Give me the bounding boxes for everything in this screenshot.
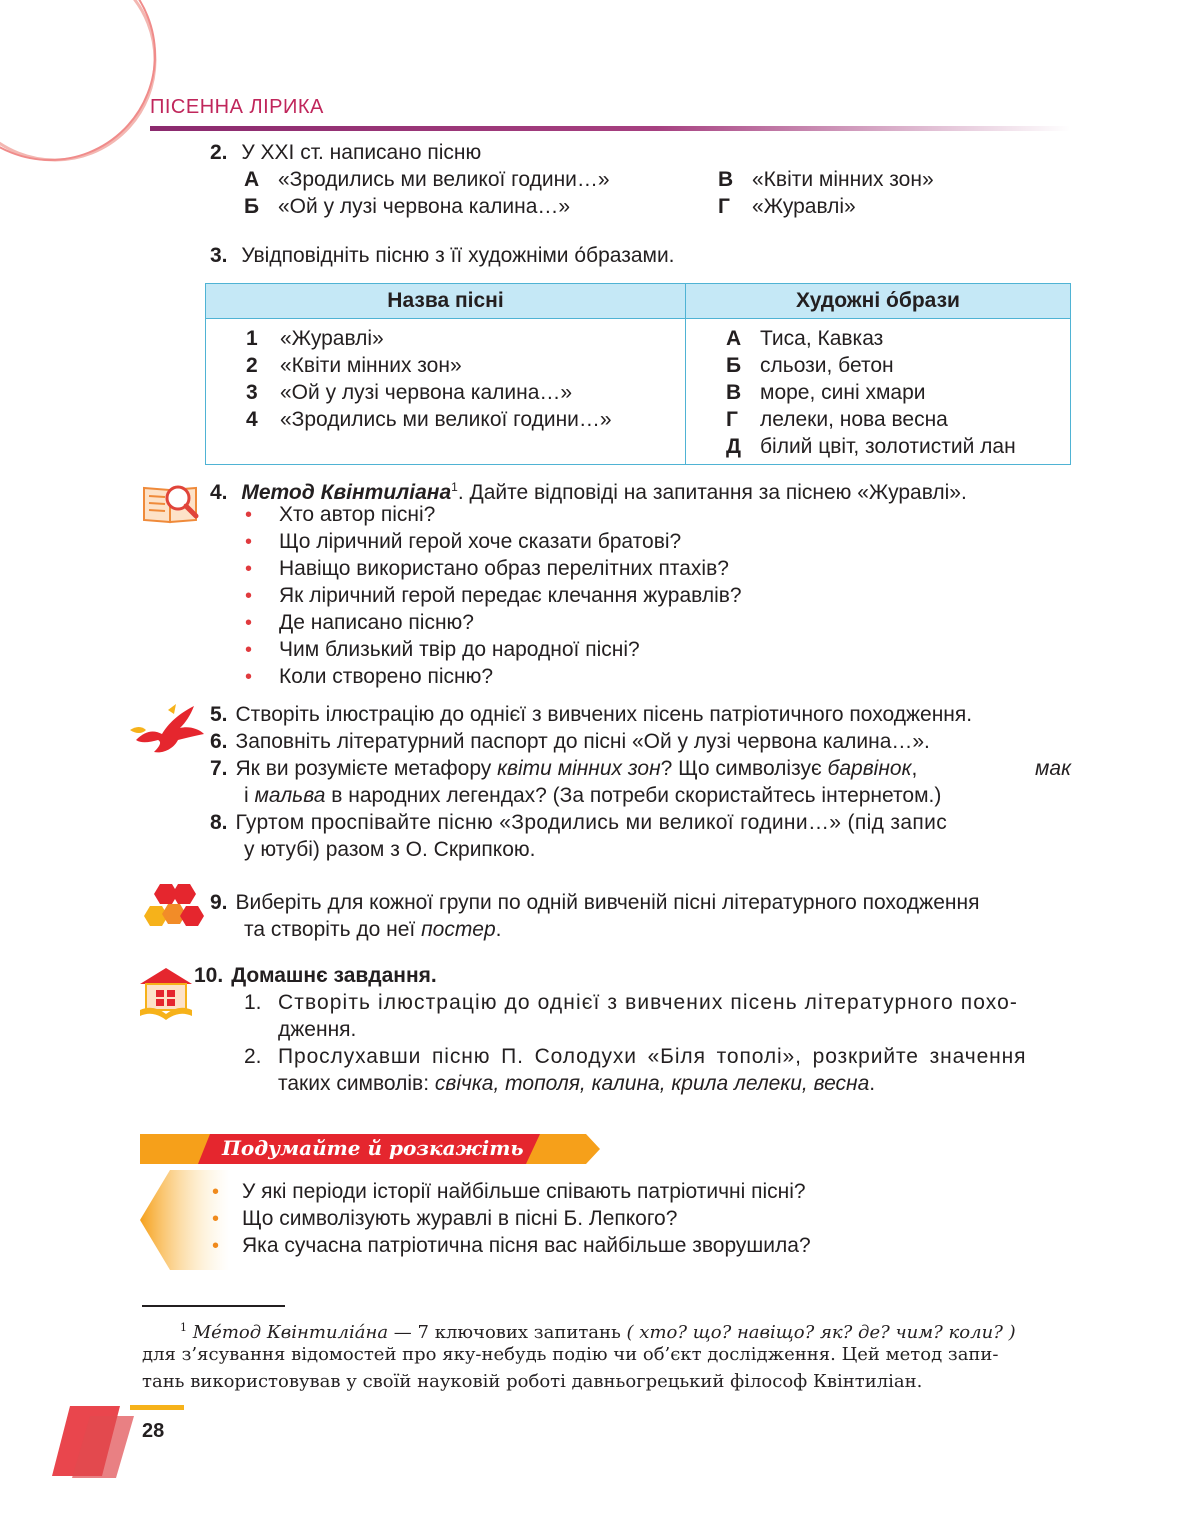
question-5: 5. Створіть ілюстрацію до однієї з вивчених пісень патріотичного походження. <box>210 703 973 726</box>
images-cell <box>686 319 1071 465</box>
homework-item-2-line2: таких символів: свічка, тополя, калина, крила лелеки, весна. <box>278 1072 876 1095</box>
question-number: 2. <box>210 141 228 164</box>
footnote-line1: $^1$ Ме́тод Квінтиліа́на — 7 ключових запитань ( хто? що? навіщо? як? де? чим? коли? ) <box>180 1321 1016 1343</box>
section-title: ПІСЕННА ЛІРИКА <box>150 96 324 118</box>
footnote-divider <box>142 1305 285 1307</box>
question-text: У XXI ст. написано пісню <box>241 141 482 164</box>
question-8-line2: у ютубі) разом з О. Скрипкою. <box>244 838 536 861</box>
songs-cell <box>206 319 686 465</box>
option-v: В «Квіти мінних зон» <box>718 168 934 191</box>
q4-bullet: • Що ліричний герой хоче сказати братові? <box>245 530 682 553</box>
q4-bullet: • Навіщо використано образ перелітних птахів? <box>245 557 729 580</box>
question-8: 8. Гуртом проспівайте пісню «Зродились ми великої години…» (під запис <box>210 811 948 834</box>
option-b: Б «Ой у лузі червона калина…» <box>244 195 571 218</box>
house-book-icon <box>136 964 196 1024</box>
decorative-circles <box>0 0 170 170</box>
method-name: Метод Квінтиліана <box>241 481 452 504</box>
song-row: 4 «Зродились ми великої години…» <box>246 408 612 431</box>
question-10: 10. Домашнє завдання. <box>194 964 437 987</box>
page-number: 28 <box>142 1420 165 1442</box>
footnote-line2: для з’ясування відомостей про яку-небудь подію чи об’єкт дослідження. Цей метод запи- <box>142 1344 999 1365</box>
corner-decoration <box>50 1402 190 1482</box>
pegasus-icon <box>128 700 208 756</box>
question-3: 3. Увідповідніть пісню з її художніми о́бразами. <box>210 244 675 267</box>
song-row: 2 «Квіти мінних зон» <box>246 354 462 377</box>
footnote-ref: 1 <box>451 480 458 494</box>
book-magnifier-icon <box>140 480 202 526</box>
homework-item-2: 2. Прослухавши пісню П. Солодухи «Біля тополі», розкрийте значення <box>244 1045 1027 1068</box>
option-g: Г «Журавлі» <box>718 195 856 218</box>
q4-bullet: • Чим близький твір до народної пісні? <box>245 638 640 661</box>
homework-item-1: 1. Створіть ілюстрацію до однієї з вивчених пісень літературного похо- <box>244 991 1018 1014</box>
image-row: Д білий цвіт, золотистий лан <box>726 435 1016 458</box>
matching-table <box>205 283 1071 465</box>
song-row: 1 «Журавлі» <box>246 327 384 350</box>
question-6: 6. Заповніть літературний паспорт до пісні «Ой у лузі червона калина…». <box>210 730 930 753</box>
think-bullet: • У які періоди історії найбільше співають патріотичні пісні? <box>212 1180 806 1203</box>
question-9: 9. Виберіть для кожної групи по одній вивченій пісні літературного походження <box>210 891 980 914</box>
table-header-songs: Назва пісні <box>206 284 686 319</box>
option-a: А «Зродились ми великої години…» <box>244 168 610 191</box>
hexagons-icon <box>140 882 206 930</box>
q4-bullet: • Де написано пісню? <box>245 611 474 634</box>
header-divider <box>150 126 1070 131</box>
q4-bullet: • Як ліричний герой передає клечання журавлів? <box>245 584 742 607</box>
question-7-line2: і мальва в народних легендах? (За потреби скористайтесь інтернетом.) <box>244 784 942 807</box>
think-bullet: • Яка сучасна патріотична пісня вас найбільше зворушила? <box>212 1234 811 1257</box>
song-row: 3 «Ой у лузі червона калина…» <box>246 381 573 404</box>
image-row: Г лелеки, нова весна <box>726 408 948 431</box>
homework-item-1-line2: дження. <box>278 1018 357 1041</box>
think-bullet: • Що символізують журавлі в пісні Б. Лепкого? <box>212 1207 678 1230</box>
question-2 <box>210 139 481 166</box>
image-row: В море, сині хмари <box>726 381 926 404</box>
question-7: 7. Як ви розумієте метафору квіти мінних зон? Що символізує барвінок, мак <box>210 757 1071 780</box>
question-9-line2: та створіть до неї постер. <box>244 918 502 941</box>
image-row: Б сльози, бетон <box>726 354 894 377</box>
q4-bullet: • Коли створено пісню? <box>245 665 494 688</box>
question-4: 4. Метод Квінтиліана$^1$. Дайте відповіді на запитання за піснею «Журавлі». <box>210 480 967 504</box>
q4-bullet: • Хто автор пісні? <box>245 503 436 526</box>
think-title: Подумайте й розкажіть <box>222 1136 524 1160</box>
table-header-images: Художні о́брази <box>686 284 1071 319</box>
image-row: А Тиса, Кавказ <box>726 327 884 350</box>
footnote-line3: тань використовував у своїй науковій роботі давньогрецький філософ Квінтиліан. <box>142 1371 923 1392</box>
